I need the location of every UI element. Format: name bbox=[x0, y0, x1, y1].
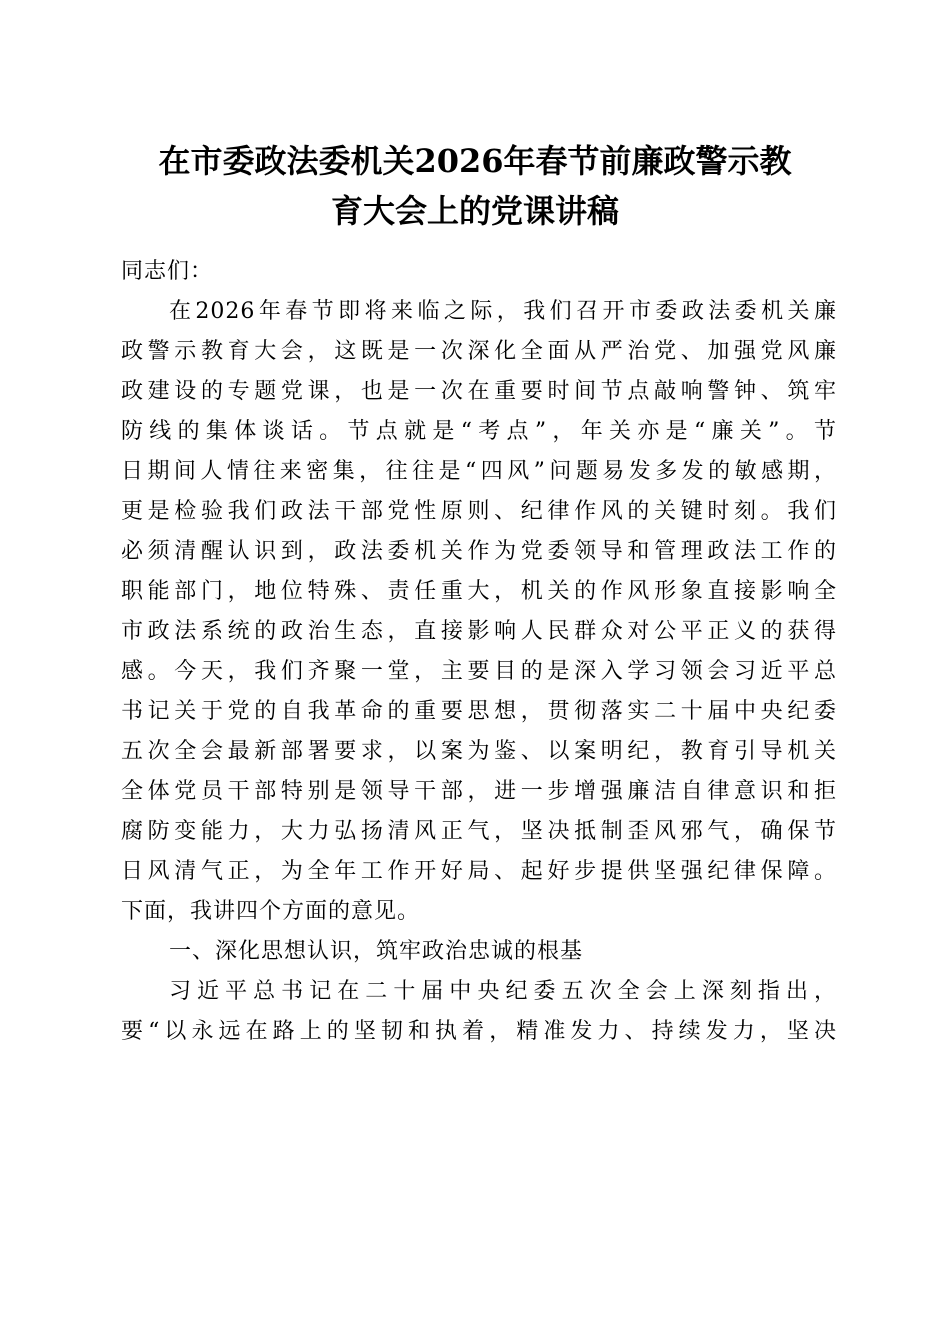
title-line-2: 育大会上的党课讲稿 bbox=[330, 192, 619, 230]
paragraph-1-line: 五次全会最新部署要求，以案为鉴、以案明纪，教育引导机关 bbox=[121, 739, 837, 764]
paragraph-1-line: 政警示教育大会，这既是一次深化全面从严治党、加强党风廉 bbox=[121, 339, 837, 364]
paragraph-1-line: 政建设的专题党课，也是一次在重要时间节点敲响警钟、筑牢 bbox=[121, 379, 837, 404]
paragraph-1-line: 在2026年春节即将来临之际，我们召开市委政法委机关廉 bbox=[169, 299, 837, 324]
paragraph-1-line: 日风清气正，为全年工作开好局、起好步提供坚强纪律保障。 bbox=[121, 859, 837, 884]
paragraph-1-line: 日期间人情往来密集，往往是“四风”问题易发多发的敏感期， bbox=[121, 459, 837, 484]
document-body bbox=[121, 252, 837, 1052]
paragraph-1-line: 全体党员干部特别是领导干部，进一步增强廉洁自律意识和拒 bbox=[121, 779, 837, 804]
paragraph-1-line: 腐防变能力，大力弘扬清风正气，坚决抵制歪风邪气，确保节 bbox=[121, 819, 837, 844]
title-line-1: 在市委政法委机关2026年春节前廉政警示教 bbox=[158, 142, 792, 180]
document-title bbox=[100, 136, 850, 236]
paragraph-1-line: 职能部门，地位特殊、责任重大，机关的作风形象直接影响全 bbox=[121, 579, 837, 604]
paragraph-2-line: 习近平总书记在二十届中央纪委五次全会上深刻指出， bbox=[169, 979, 837, 1004]
paragraph-1-line: 书记关于党的自我革命的重要思想，贯彻落实二十届中央纪委 bbox=[121, 699, 837, 724]
salutation: 同志们： bbox=[121, 259, 214, 284]
paragraph-2-line: 要“以永远在路上的坚韧和执着，精准发力、持续发力，坚决 bbox=[121, 1019, 837, 1044]
paragraph-1-line: 防线的集体谈话。节点就是“考点”，年关亦是“廉关”。节 bbox=[121, 419, 837, 444]
section-heading-1: 一、深化思想认识，筑牢政治忠诚的根基 bbox=[169, 939, 584, 964]
paragraph-1-line: 更是检验我们政法干部党性原则、纪律作风的关键时刻。我们 bbox=[121, 499, 837, 524]
paragraph-1-line: 必须清醒认识到，政法委机关作为党委领导和管理政法工作的 bbox=[121, 539, 837, 564]
paragraph-1-line: 市政法系统的政治生态，直接影响人民群众对公平正义的获得 bbox=[121, 619, 837, 644]
paragraph-1-line: 下面，我讲四个方面的意见。 bbox=[121, 899, 421, 924]
paragraph-1-line: 感。今天，我们齐聚一堂，主要目的是深入学习领会习近平总 bbox=[121, 659, 837, 684]
